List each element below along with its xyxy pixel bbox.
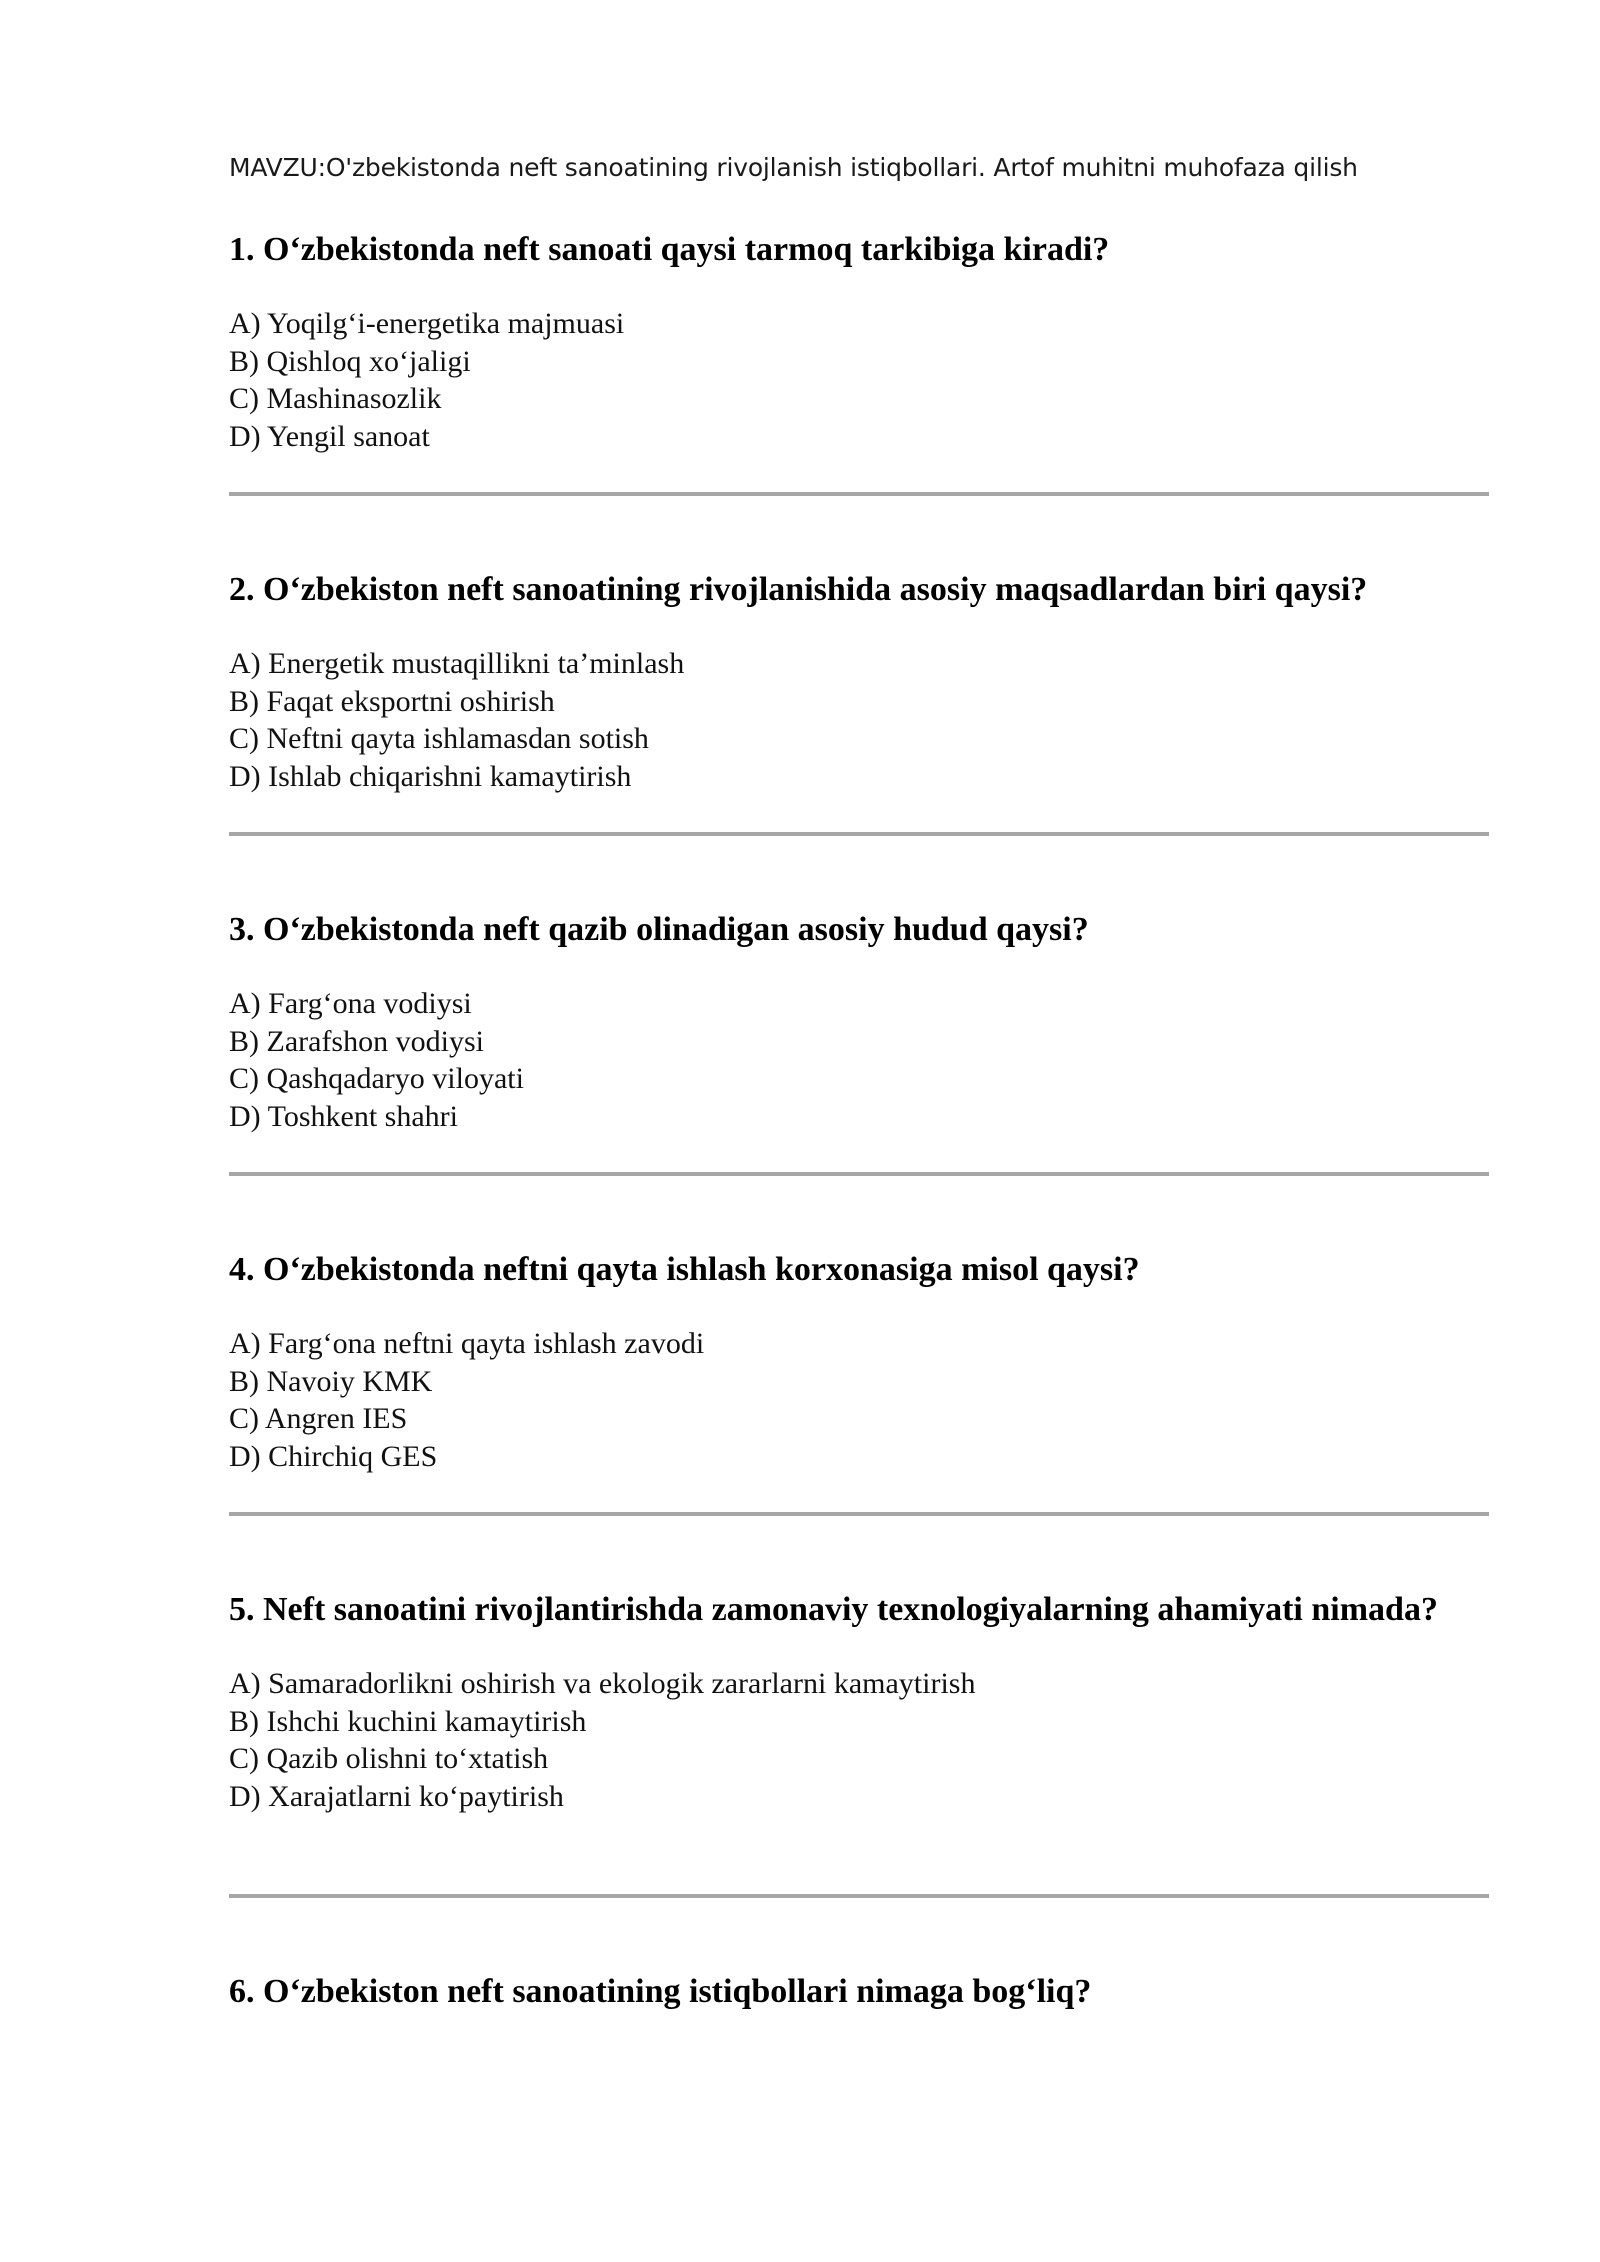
question-title: 1. O‘zbekistonda neft sanoati qaysi tarmoq tarkibiga kiradi? [229, 231, 1110, 268]
option-c: C) Qazib olishni to‘xtatish [229, 1742, 549, 1775]
question-title: 4. O‘zbekistonda neftni qayta ishlash korxonasiga misol qaysi? [229, 1251, 1140, 1288]
question-title: 6. O‘zbekiston neft sanoatining istiqbollari nimaga bog‘liq? [229, 1973, 1092, 2010]
option-a: A) Samaradorlikni oshirish va ekologik zararlarni kamaytirish [229, 1667, 976, 1700]
option-d: D) Yengil sanoat [229, 419, 430, 453]
option-b: B) Ishchi kuchini kamaytirish [229, 1704, 587, 1738]
option-c: C) Neftni qayta ishlamasdan sotish [229, 722, 649, 755]
option-a: A) Yoqilg‘i-energetika majmuasi [229, 307, 625, 340]
question-title: 3. O‘zbekistonda neft qazib olinadigan asosiy hudud qaysi? [229, 911, 1089, 948]
option-list [229, 645, 1489, 795]
question-1 [229, 228, 1489, 455]
option-d: D) Toshkent shahri [229, 1099, 458, 1133]
option-b: B) Zarafshon vodiysi [229, 1024, 484, 1058]
question-5 [229, 1588, 1489, 1815]
question-6 [229, 1970, 1489, 2013]
option-a: A) Energetik mustaqillikni ta’minlash [229, 647, 685, 680]
option-a: A) Farg‘ona vodiysi [229, 987, 472, 1020]
topic-heading: MAVZU:O'zbekistonda neft sanoatining rivojlanish istiqbollari. Artof muhitni muhofaza qilish [229, 153, 1358, 182]
option-list [229, 305, 1489, 455]
question-2 [229, 568, 1489, 795]
question-divider [229, 1512, 1489, 1516]
question-divider [229, 1172, 1489, 1176]
question-divider [229, 492, 1489, 496]
question-3 [229, 908, 1489, 1135]
option-c: C) Angren IES [229, 1402, 408, 1435]
question-title: 2. O‘zbekiston neft sanoatining rivojlanishida asosiy maqsadlardan biri qaysi? [229, 571, 1368, 608]
question-title: 5. Neft sanoatini rivojlantirishda zamonaviy texnologiyalarning ahamiyati nimada? [229, 1591, 1438, 1628]
question-4 [229, 1248, 1489, 1475]
option-a: A) Farg‘ona neftni qayta ishlash zavodi [229, 1327, 705, 1360]
question-divider [229, 832, 1489, 836]
option-c: C) Qashqadaryo viloyati [229, 1062, 524, 1095]
option-list [229, 985, 1489, 1135]
option-list [229, 1325, 1489, 1475]
option-c: C) Mashinasozlik [229, 382, 442, 415]
option-list [229, 1665, 1489, 1815]
option-b: B) Qishloq xo‘jaligi [229, 344, 471, 378]
question-divider [229, 1894, 1489, 1898]
option-b: B) Navoiy KMK [229, 1364, 433, 1398]
option-d: D) Ishlab chiqarishni kamaytirish [229, 759, 632, 793]
option-d: D) Xarajatlarni ko‘paytirish [229, 1779, 564, 1813]
option-b: B) Faqat eksportni oshirish [229, 684, 555, 718]
option-d: D) Chirchiq GES [229, 1439, 438, 1473]
